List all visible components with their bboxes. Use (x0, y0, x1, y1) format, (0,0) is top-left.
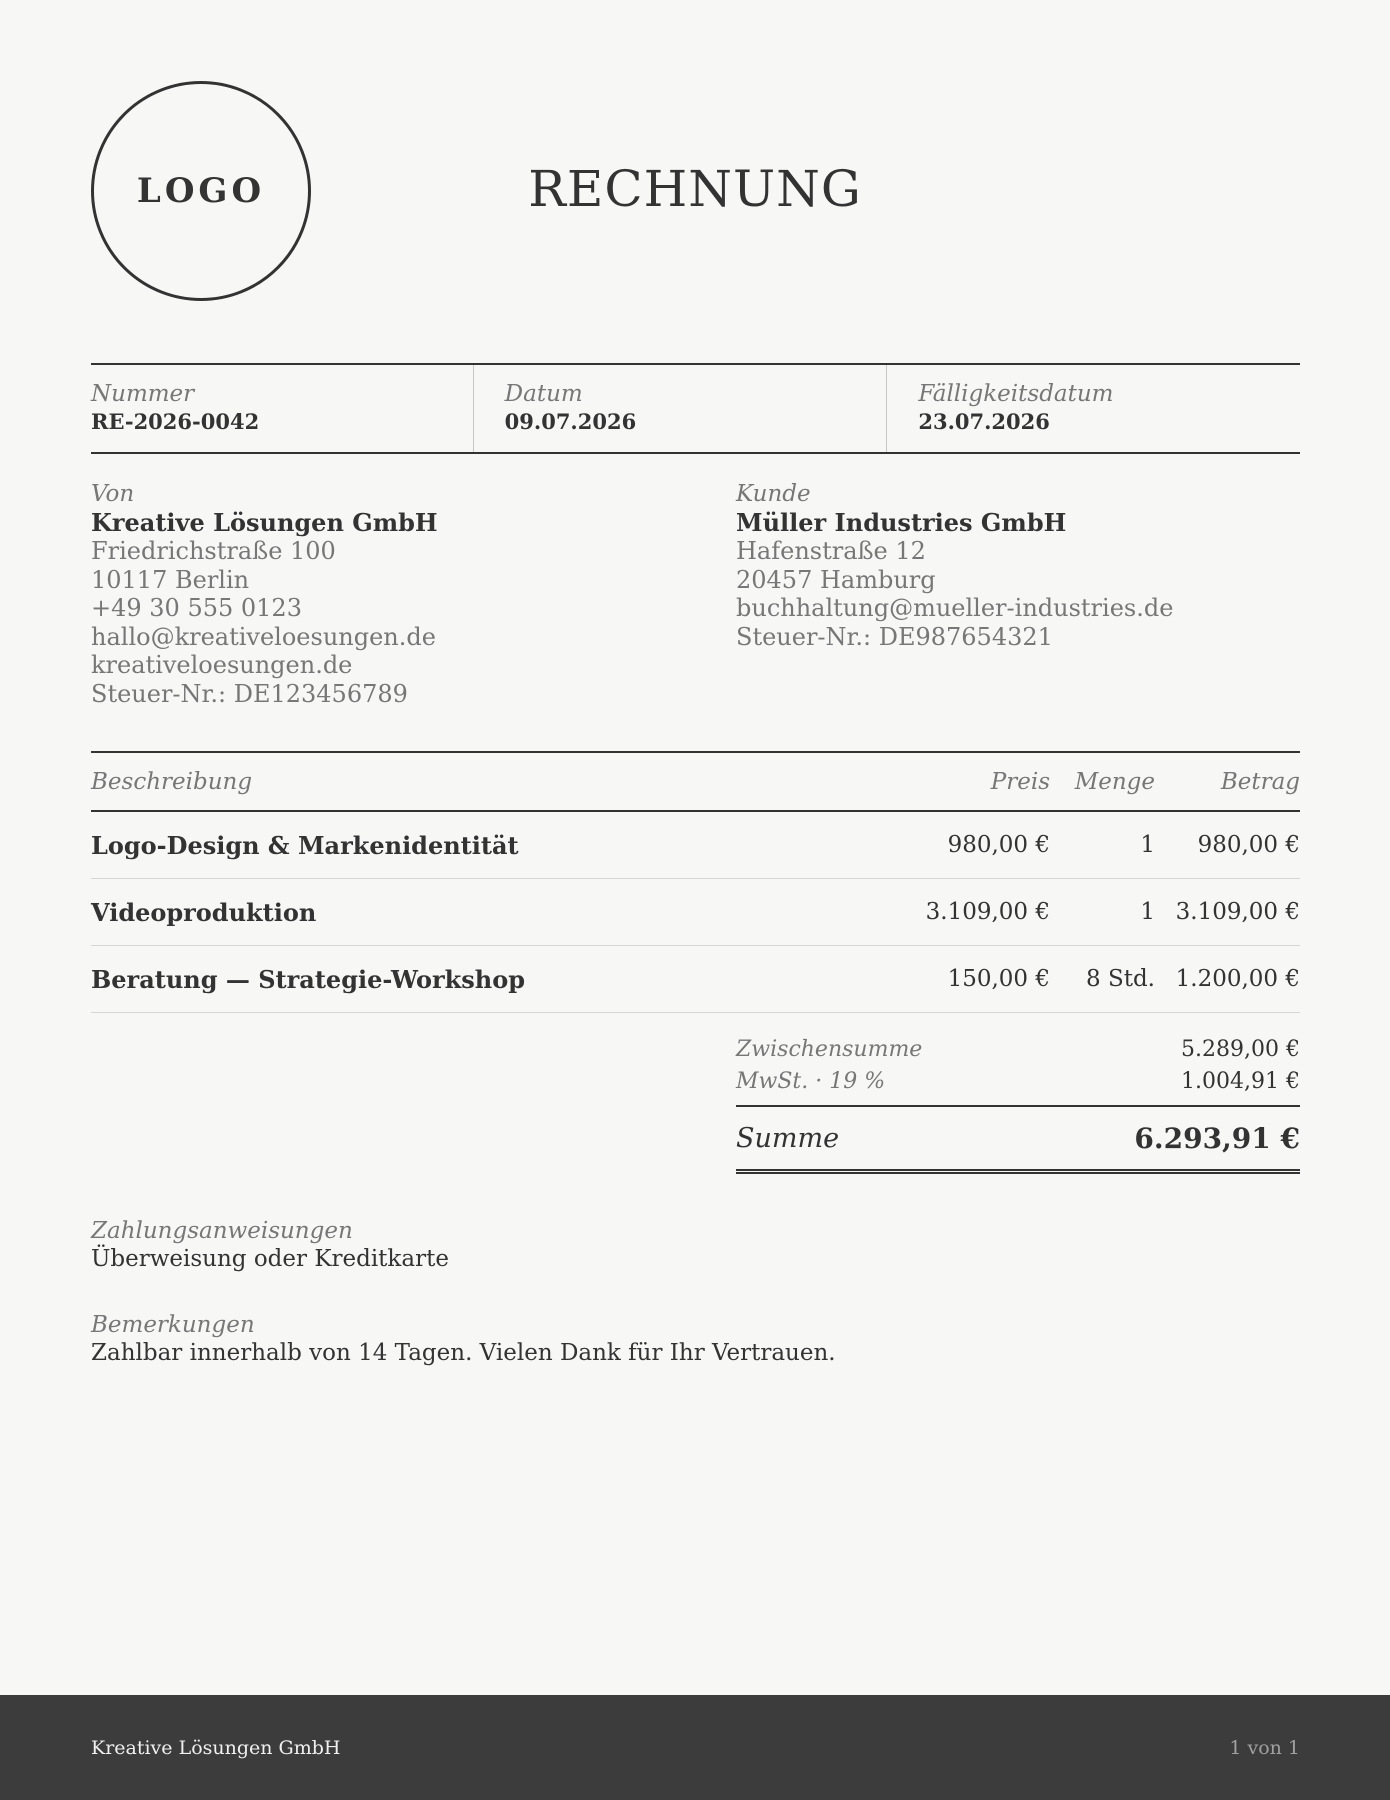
customer-email: buchhaltung@mueller-industries.de (736, 594, 1174, 622)
invoice-meta (91, 363, 1300, 454)
page-footer (0, 1695, 1390, 1800)
meta-date-value: 09.07.2026 (504, 409, 637, 434)
sender-street: Friedrichstraße 100 (91, 537, 336, 565)
item-description: Logo-Design & Markenidentität (91, 830, 519, 860)
sender-email: hallo@kreativeloesungen.de (91, 622, 436, 651)
item-price: 3.109,00 € (925, 899, 1050, 925)
customer-tax-id: Steuer-Nr.: DE987654321 (736, 622, 1053, 651)
logo-text: LOGO (136, 171, 266, 211)
item-quantity: 1 (1140, 899, 1155, 925)
sender-block (91, 480, 438, 708)
table-header (91, 753, 1300, 812)
sender-phone: +49 30 555 0123 (91, 594, 302, 622)
remarks-text: Zahlbar innerhalb von 14 Tagen. Vielen Dank für Ihr Vertrauen. (91, 1340, 836, 1366)
payment-instructions (91, 1217, 449, 1273)
sender-name: Kreative Lösungen GmbH (91, 507, 438, 537)
line-items-table (91, 751, 1300, 1013)
item-quantity: 1 (1140, 832, 1155, 858)
meta-date (473, 365, 887, 452)
header-price: Preis (990, 768, 1050, 795)
sender-website: kreativeloesungen.de (91, 651, 353, 679)
meta-date-label: Datum (504, 381, 583, 407)
customer-street: Hafenstraße 12 (736, 537, 926, 565)
totals-block (736, 1034, 1300, 1174)
sender-city: 10117 Berlin (91, 565, 250, 594)
item-amount: 980,00 € (1197, 832, 1300, 858)
total-value: 6.293,91 € (1134, 1121, 1300, 1155)
customer-label: Kunde (736, 481, 811, 507)
table-row (91, 812, 1300, 879)
item-description: Videoproduktion (91, 897, 317, 927)
header-description: Beschreibung (91, 768, 253, 795)
item-price: 150,00 € (947, 966, 1050, 992)
meta-number-value: RE-2026-0042 (91, 409, 260, 434)
payment-label: Zahlungsanweisungen (91, 1218, 353, 1244)
tax-value: 1.004,91 € (1181, 1069, 1300, 1094)
table-row (91, 946, 1300, 1013)
footer-company: Kreative Lösungen GmbH (91, 1737, 341, 1759)
item-quantity: 8 Std. (1086, 966, 1155, 992)
remarks (91, 1311, 836, 1367)
item-price: 980,00 € (947, 832, 1050, 858)
meta-due-date-value: 23.07.2026 (918, 409, 1050, 434)
tax-label: MwSt. · 19 % (736, 1069, 886, 1094)
customer-name: Müller Industries GmbH (736, 507, 1067, 537)
header-amount: Betrag (1220, 768, 1300, 795)
company-logo (91, 81, 311, 301)
footer-page-number: 1 von 1 (1229, 1737, 1300, 1759)
total-label: Summe (736, 1122, 840, 1154)
customer-block (736, 480, 1173, 651)
item-amount: 1.200,00 € (1175, 966, 1300, 992)
remarks-label: Bemerkungen (91, 1312, 255, 1338)
sender-tax-id: Steuer-Nr.: DE123456789 (91, 679, 408, 708)
header-quantity: Menge (1074, 768, 1155, 795)
customer-city: 20457 Hamburg (736, 565, 936, 594)
item-amount: 3.109,00 € (1175, 899, 1300, 925)
tax-row (736, 1066, 1300, 1098)
meta-due-date-label: Fälligkeitsdatum (918, 381, 1114, 407)
invoice-title: RECHNUNG (528, 160, 862, 218)
meta-number-label: Nummer (91, 381, 195, 407)
meta-number (91, 365, 473, 452)
subtotal-value: 5.289,00 € (1181, 1037, 1300, 1062)
table-row (91, 879, 1300, 946)
payment-text: Überweisung oder Kreditkarte (91, 1246, 449, 1272)
subtotal-label: Zwischensumme (736, 1037, 923, 1062)
meta-due-date (886, 365, 1300, 452)
sender-label: Von (91, 481, 135, 507)
total-row (736, 1105, 1300, 1174)
subtotal-row (736, 1034, 1300, 1066)
item-description: Beratung — Strategie-Workshop (91, 964, 526, 994)
